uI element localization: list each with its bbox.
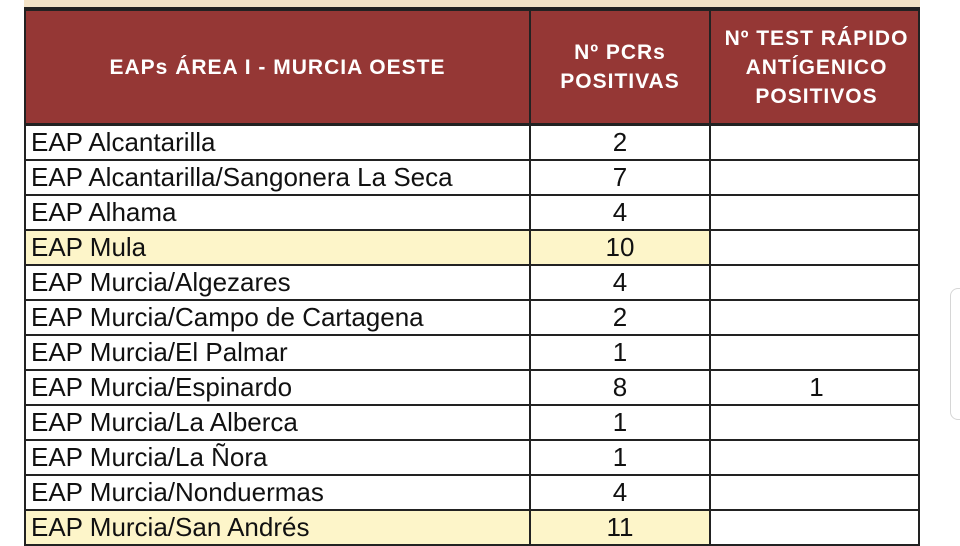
row-antigen: 1 [809, 372, 824, 402]
row-name: EAP Murcia/San Andrés [26, 511, 531, 544]
row-antigen [711, 266, 922, 299]
row-name: EAP Murcia/El Palmar [26, 336, 531, 369]
row-pcr: 8 [531, 371, 711, 404]
row-name: EAP Murcia/La Ñora [26, 441, 531, 474]
row-antigen [711, 231, 922, 264]
row-antigen [711, 196, 922, 229]
row-name: EAP Murcia/Campo de Cartagena [26, 301, 531, 334]
row-pcr: 1 [531, 336, 711, 369]
header-area: EAPs ÁREA I - MURCIA OESTE [26, 11, 531, 123]
row-pcr: 4 [531, 476, 711, 509]
row-antigen [711, 161, 922, 194]
row-antigen [711, 301, 922, 334]
table-header [24, 9, 920, 126]
table-row [24, 196, 920, 231]
row-antigen [711, 441, 922, 474]
table-row [24, 371, 920, 406]
row-pcr: 1 [531, 441, 711, 474]
row-pcr: 10 [531, 231, 711, 264]
row-name: EAP Alhama [26, 196, 531, 229]
table-row [24, 441, 920, 476]
row-pcr: 4 [531, 266, 711, 299]
row-name: EAP Alcantarilla [26, 126, 531, 159]
header-pcr-positive: Nº PCRs POSITIVAS [531, 11, 711, 123]
top-strip [24, 0, 920, 9]
header-antigen-positive: Nº TEST RÁPIDO ANTÍGENICO POSITIVOS [724, 26, 909, 108]
table-row [24, 161, 920, 196]
row-antigen [711, 511, 922, 544]
row-antigen [711, 406, 922, 439]
row-name: EAP Alcantarilla/Sangonera La Seca [26, 161, 531, 194]
row-pcr: 7 [531, 161, 711, 194]
table-row [24, 476, 920, 511]
row-name: EAP Murcia/Algezares [26, 266, 531, 299]
table-row-highlighted [24, 511, 920, 546]
row-pcr: 4 [531, 196, 711, 229]
row-pcr: 2 [531, 126, 711, 159]
table-row [24, 406, 920, 441]
row-antigen [711, 336, 922, 369]
row-name: EAP Mula [26, 231, 531, 264]
row-name: EAP Murcia/La Alberca [26, 406, 531, 439]
row-pcr: 11 [531, 511, 711, 544]
table-row [24, 266, 920, 301]
table-row [24, 336, 920, 371]
row-antigen [711, 126, 922, 159]
row-antigen [711, 476, 922, 509]
row-name: EAP Murcia/Nonduermas [26, 476, 531, 509]
scrollbar-hint[interactable] [950, 288, 960, 420]
table-row [24, 301, 920, 336]
row-name: EAP Murcia/Espinardo [26, 371, 531, 404]
row-pcr: 1 [531, 406, 711, 439]
data-table [24, 9, 920, 546]
table-row [24, 126, 920, 161]
table-row-highlighted [24, 231, 920, 266]
row-pcr: 2 [531, 301, 711, 334]
